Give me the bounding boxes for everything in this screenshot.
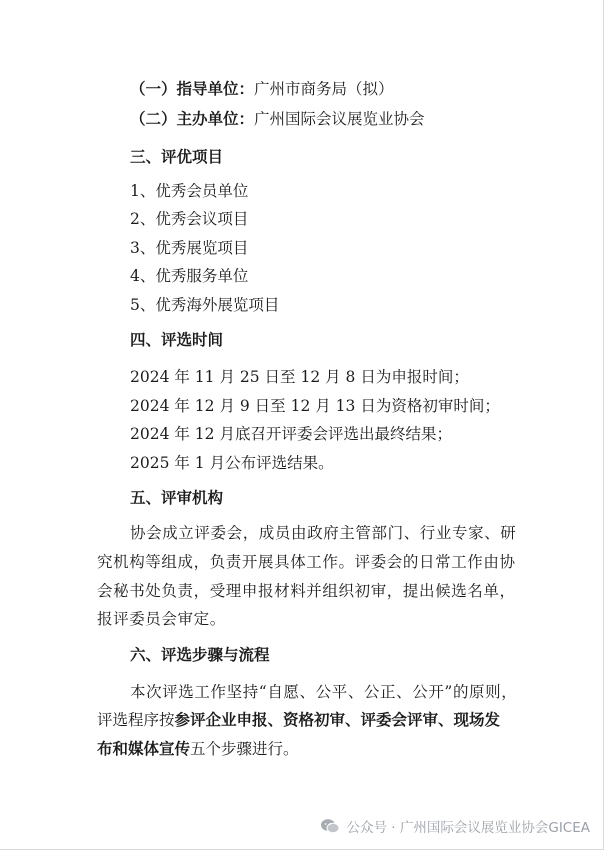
section-heading-awards: 三、评优项目	[130, 148, 224, 166]
wechat-icon	[320, 818, 340, 834]
committee-text-line: 协会成立评委会，成员由政府主管部门、行业专家、研	[130, 524, 517, 542]
guide-unit-line	[130, 78, 394, 100]
award-item: 1、优秀会员单位	[130, 182, 249, 200]
award-item: 4、优秀服务单位	[130, 267, 249, 285]
process-text-line	[97, 709, 500, 731]
watermark	[320, 816, 590, 836]
award-item: 5、优秀海外展览项目	[130, 296, 280, 314]
process-text-plain: 评选程序按	[97, 711, 175, 729]
committee-text-line: 报评委员会审定。	[97, 610, 226, 628]
section-heading-committee: 五、评审机构	[130, 489, 224, 507]
schedule-line: 2024 年 12 月 9 日至 12 月 13 日为资格初审时间；	[130, 397, 500, 415]
watermark-text: 公众号 · 广州国际会议展览业协会GICEA	[346, 820, 590, 836]
guide-unit-value: 广州市商务局（拟）	[254, 80, 394, 98]
process-steps-bold: 参评企业申报、资格初审、评委会评审、现场发	[174, 710, 501, 729]
section-heading-schedule: 四、评选时间	[130, 331, 224, 349]
process-steps-bold: 布和媒体宣传	[97, 739, 191, 758]
process-text-line: 本次评选工作坚持“自愿、公平、公正、公开”的原则，	[130, 683, 518, 701]
guide-unit-label: （一）指导单位：	[130, 79, 255, 98]
host-unit-line	[130, 108, 425, 130]
award-item: 3、优秀展览项目	[130, 239, 249, 257]
host-unit-value: 广州国际会议展览业协会	[254, 110, 425, 128]
schedule-line: 2024 年 11 月 25 日至 12 月 8 日为申报时间；	[130, 368, 469, 386]
schedule-line: 2025 年 1 月公布评选结果。	[130, 454, 334, 472]
committee-text-line: 会秘书处负责，受理申报材料并组织初审，提出候选名单，	[97, 582, 516, 600]
award-item: 2、优秀会议项目	[130, 210, 249, 228]
schedule-line: 2024 年 12 月底召开评委会评选出最终结果；	[130, 425, 452, 443]
process-text-plain: 五个步骤进行。	[190, 740, 299, 758]
committee-text-line: 究机构等组成，负责开展具体工作。评委会的日常工作由协	[97, 553, 516, 571]
host-unit-label: （二）主办单位：	[130, 109, 255, 128]
process-text-line	[97, 738, 299, 760]
section-heading-process: 六、评选步骤与流程	[130, 646, 270, 664]
